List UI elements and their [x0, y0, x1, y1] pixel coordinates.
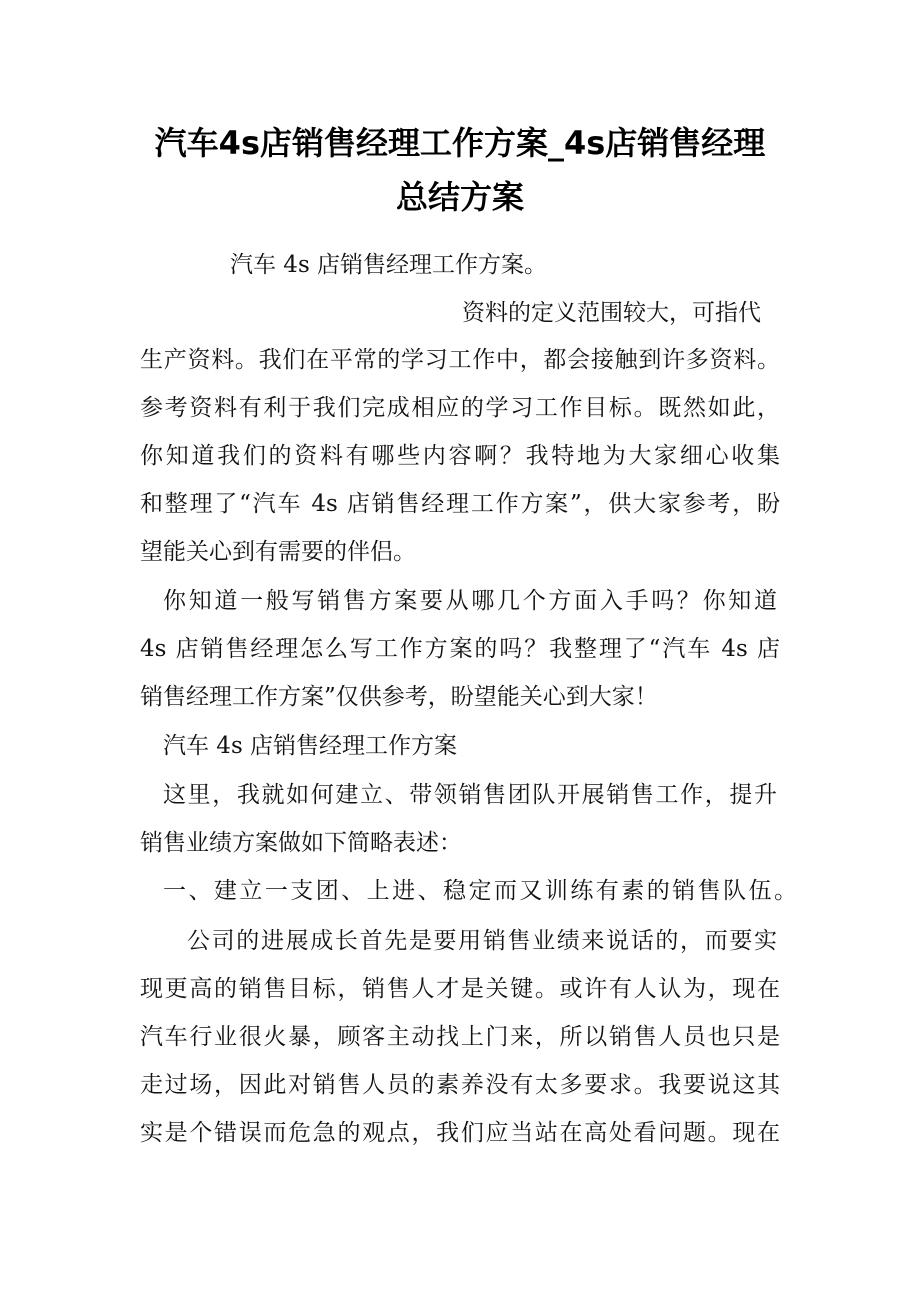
paragraph-line: 销售经理工作方案”仅供参考，盼望能关心到大家！: [140, 684, 658, 710]
paragraph-line: 这里，我就如何建立、带领销售团队开展销售工作，提升: [163, 782, 777, 808]
paragraph-line: 生产资料。我们在平常的学习工作中，都会接触到许多资料。: [140, 347, 780, 373]
paragraph-line: 走过场，因此对销售人员的素养没有太多要求。我要说这其: [140, 1072, 780, 1098]
paragraph-line: 汽车行业很火暴，顾客主动找上门来，所以销售人员也只是: [140, 1024, 780, 1050]
paragraph-line: 资料的定义范围较大，可指代: [462, 300, 761, 326]
paragraph-line: 你知道一般写销售方案要从哪几个方面入手吗？你知道: [163, 588, 777, 614]
document-title-line-2: 总结方案: [395, 178, 524, 216]
paragraph-line: 销售业绩方案做如下简略表述：: [140, 830, 462, 856]
paragraph-line: 望能关心到有需要的伴侣。: [140, 539, 416, 565]
section-heading: 汽车 4s 店销售经理工作方案: [163, 733, 458, 759]
paragraph-line: 公司的进展成长首先是要用销售业绩来说话的，而要实: [187, 928, 777, 954]
paragraph-line: 现更高的销售目标，销售人才是关键。或许有人认为，现在: [140, 976, 780, 1002]
document-title-line-1: 汽车4s店销售经理工作方案_4s店销售经理: [154, 124, 766, 162]
paragraph-line: 参考资料有利于我们完成相应的学习工作目标。既然如此，: [140, 395, 780, 421]
paragraph-line: 汽车 4s 店销售经理工作方案。: [230, 252, 548, 278]
paragraph-line: 你知道我们的资料有哪些内容啊？我特地为大家细心收集: [140, 443, 780, 469]
paragraph-line: 和整理了“汽车 4s 店销售经理工作方案”，供大家参考，盼: [140, 491, 780, 517]
section-heading: 一、建立一支团、上进、稳定而又训练有素的销售队伍。: [163, 878, 797, 904]
paragraph-line: 4s 店销售经理怎么写工作方案的吗？我整理了“汽车 4s 店: [140, 636, 780, 662]
paragraph-line: 实是个错误而危急的观点，我们应当站在高处看问题。现在: [140, 1120, 780, 1146]
